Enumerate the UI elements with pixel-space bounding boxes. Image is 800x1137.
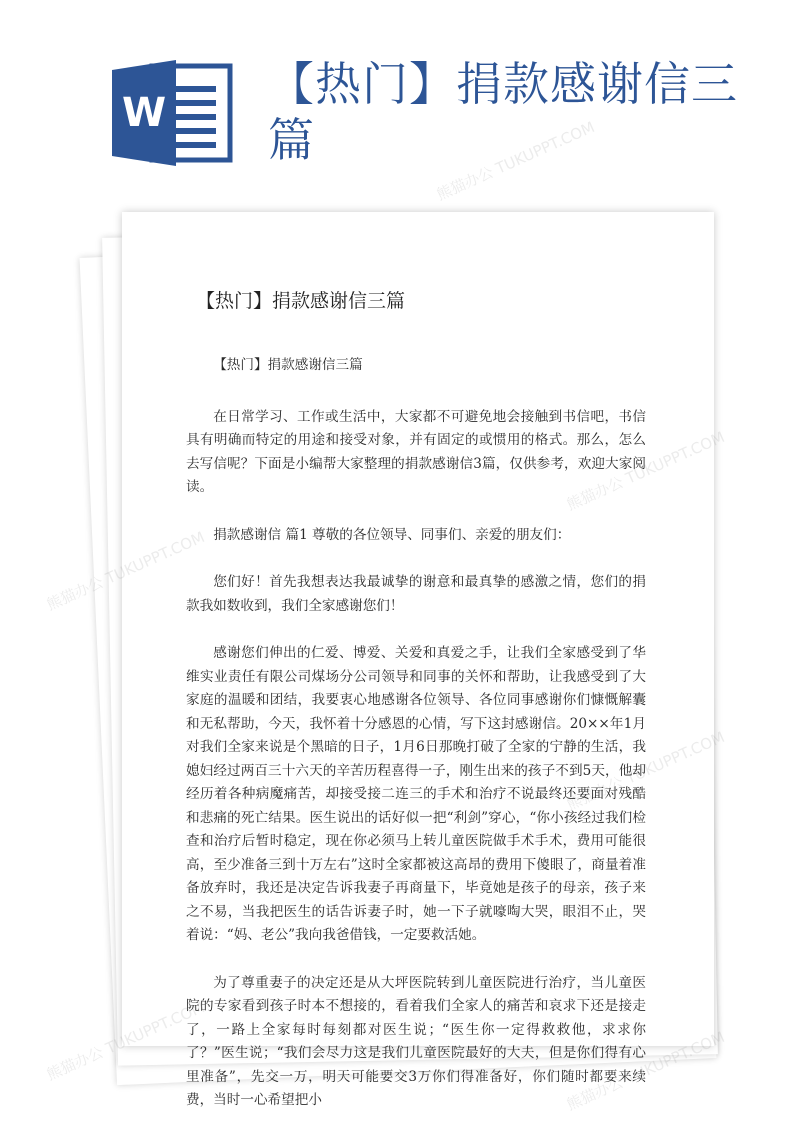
watermark: 熊猫办公 TUKUPPT.COM — [433, 118, 598, 204]
page-title: 【热门】捐款感谢信三篇 — [268, 57, 738, 167]
watermark: 熊猫办公 — [43, 573, 107, 614]
paragraph: 为了尊重妻子的决定还是从大坪医院转到儿童医院进行治疗，当儿童医院的专家看到孩子时本不想接的，看着我们全家人的痛苦和哀求下还是接走了，一路上全家每时每刻都对医生说；“医生你一定得救救他，求求你了？”医生说；“我们会尽力这是我们儿童医院最好的大夫，但是你们得有心里准备”，先交一万，明天可能要交3万你们得准备好，你们随时都要来续费，当时一心希望把小 — [186, 974, 646, 1108]
paragraph: 感谢您们伸出的仁爱、博爱、关爱和真爱之手，让我们全家感受到了华维实业责任有限公司煤场分公司领导和同事的关怀和帮助，让我感受到了大家庭的温暖和团结，我要衷心地感谢各位领导、各位同事感谢你们慷慨解囊和无私帮助，今天，我怀着十分感恩的心情，写下这封感谢信。20××年1月对我们全家来说是个黑暗的日子，1月6日那晚打破了全家的宁静的生活，我媳妇经过两百三十六天的辛苦历程喜得一子，刚生出来的孩子不到5天，他却经历着各种病魔痛苦，却接受接二连三的手术和治疗不说最终还要面对残酷和悲痛的死亡结果。医生说出的话好似一把“利剑”穿心，“你小孩经过我们检查和治疗后暂时稳定，现在你必须马上转儿童医院做手术手术，费用可能很高，至少准备三到十万左右”这时全家都被这高昂的费用下傻眼了，商量着准备放弃时，我还是决定告诉我妻子再商量下，毕竟她是孩子的母亲，孩子来之不易，当我把医生的话告诉妻子时，她一下子就嚎啕大哭，眼泪不止，哭着说：“妈、老公”我向我爸借钱，一定要救活她。 — [186, 645, 646, 943]
paragraph: 在日常学习、工作或生活中，大家都不可避免地会接触到书信吧，书信具有明确而特定的用途和接受对象，并有固定的或惯用的格式。那么，怎么去写信呢？下面是小编帮大家整理的捐款感谢信3篇，仅供参考，欢迎大家阅读。 — [186, 408, 646, 495]
document-body — [186, 354, 646, 1137]
word-document-icon — [112, 60, 234, 166]
watermark: 熊猫办公 — [43, 1043, 107, 1084]
svg-text:W: W — [121, 90, 167, 136]
document-subtitle: 【热门】捐款感谢信三篇 — [213, 357, 363, 373]
paragraph: 捐款感谢信 篇1 尊敬的各位领导、同事们、亲爱的朋友们： — [213, 526, 571, 543]
document-heading: 【热门】捐款感谢信三篇 — [196, 290, 406, 312]
watermark: 熊猫办公 TUKUPPT.COM — [563, 1028, 728, 1114]
paragraph: 您们好！首先我想表达我最诚挚的谢意和最真挚的感激之情，您们的捐款我如数收到，我们全家感谢您们！ — [186, 574, 646, 614]
